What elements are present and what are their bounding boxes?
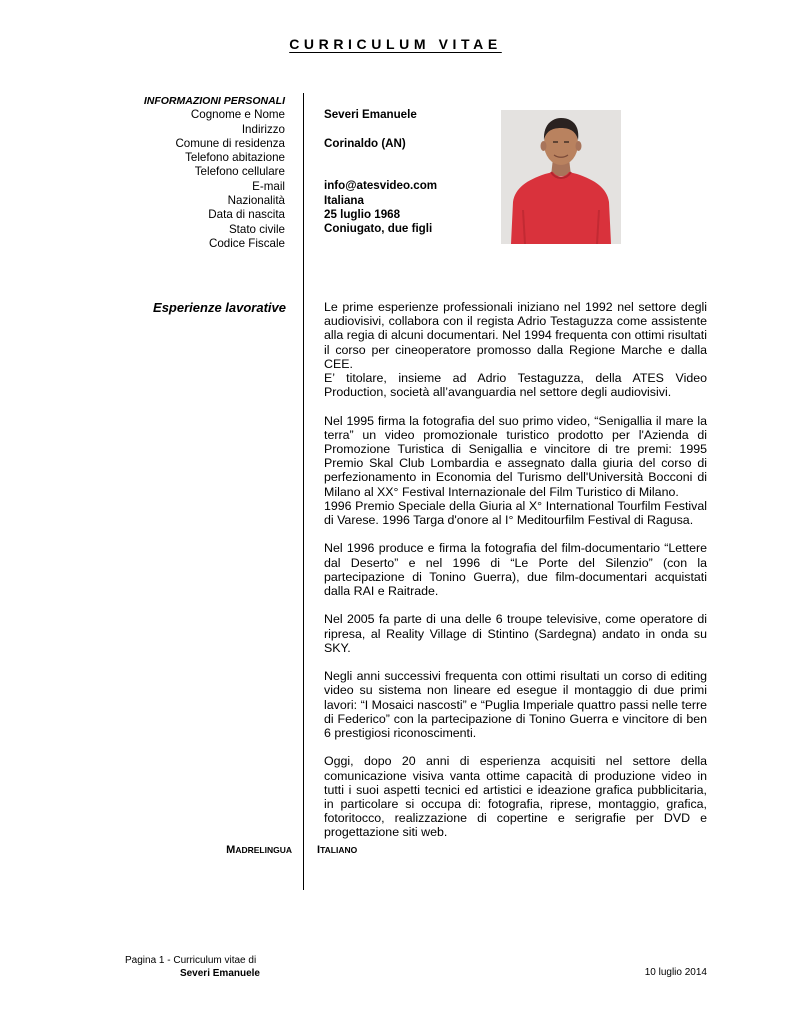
paragraph: Le prime esperienze professionali iniziano nel 1992 nel settore degli audiovisivi, collabora con il regista Adrio Testaguzza come assistente alla regia di alcuni documentari. Nel 1994 frequenta con ottimi risultati il corso per cineoperatore promosso dalla Regione Marche e dalla CEE. bbox=[324, 300, 707, 371]
value-data-nascita: 25 luglio 1968 bbox=[324, 208, 401, 222]
paragraph: Nel 2005 fa parte di una delle 6 troupe televisive, come operatore di ripresa, al Reality Village di Stintino (Sardegna) andato in onda su SKY. bbox=[324, 612, 707, 655]
footer-page-info bbox=[125, 955, 260, 980]
profile-photo bbox=[501, 110, 621, 244]
esperienze-heading: Esperienze lavorative bbox=[153, 300, 286, 315]
column-divider bbox=[303, 93, 304, 890]
paragraph: Nel 1996 produce e firma la fotografia del film-documentario “Lettere dal Deserto” e nel 1996 di “Le Porte del Silenzio” (con la partecipazione di Tonino Guerra), due film-documentari acquistati dalla RAI e Raitrade. bbox=[324, 541, 707, 599]
label-telefono-abitazione: Telefono abitazione bbox=[185, 151, 285, 165]
label-codice-fiscale: Codice Fiscale bbox=[208, 236, 285, 250]
label-indirizzo: Indirizzo bbox=[241, 122, 285, 136]
value-cognome-nome: Severi Emanuele bbox=[324, 108, 417, 121]
value-codice-fiscale bbox=[324, 237, 504, 251]
madrelingua-label: MADRELINGUA bbox=[226, 844, 292, 856]
paragraph: E’ titolare, insieme ad Adrio Testaguzza, della ATES Video Production, società all’avanguardia nel settore degli audiovisivi. bbox=[324, 371, 707, 400]
label-stato-civile: Stato civile bbox=[228, 222, 285, 236]
footer-page-line: Pagina 1 - Curriculum vitae di bbox=[125, 955, 257, 966]
document-title: CURRICULUM VITAE bbox=[289, 36, 502, 52]
label-data-nascita: Data di nascita bbox=[208, 208, 285, 222]
esperienze-text bbox=[324, 300, 707, 854]
paragraph: Nel 1995 firma la fotografia del suo primo video, “Senigallia il mare la terra” un video promozionale turistico prodotto per l'Azienda di Promozione Turistica di Senigallia e vincitore di tre premi: 1995 Premio Skal Club Lombardia e assegnato dalla giuria del corso di perfezionamento in Economia del Turismo dell'Università Bocconi di Milano al XX° Festival Internazionale del Film Turistico di Milano. bbox=[324, 413, 707, 499]
value-telefono-cellulare bbox=[324, 165, 504, 179]
paragraph: 1996 Premio Speciale della Giuria al X° International Tourfilm Festival di Varese. 1996 Targa d'onore al I° Meditourfilm Festival di Ragusa. bbox=[324, 498, 707, 528]
value-stato-civile: Coniugato, due figli bbox=[324, 222, 433, 236]
value-telefono-abitazione bbox=[324, 151, 504, 165]
label-comune-residenza: Comune di residenza bbox=[175, 136, 285, 150]
value-email[interactable]: info@atesvideo.com bbox=[324, 179, 438, 193]
value-indirizzo bbox=[324, 122, 504, 136]
label-cognome-nome: Cognome e Nome bbox=[190, 108, 285, 122]
value-nazionalita: Italiana bbox=[324, 193, 364, 207]
portrait-image bbox=[501, 110, 621, 244]
footer-date: 10 luglio 2014 bbox=[644, 967, 707, 978]
label-telefono-cellulare: Telefono cellulare bbox=[194, 165, 285, 179]
personal-info-heading: INFORMAZIONI PERSONALI bbox=[143, 95, 285, 107]
personal-info-values bbox=[324, 108, 504, 251]
footer-name: Severi Emanuele bbox=[179, 967, 260, 979]
value-comune-residenza: Corinaldo (AN) bbox=[324, 136, 406, 150]
label-nazionalita: Nazionalità bbox=[227, 194, 285, 208]
madrelingua-value: ITALIANO bbox=[317, 844, 358, 856]
personal-info-labels bbox=[100, 94, 285, 251]
paragraph: Oggi, dopo 20 anni di esperienza acquisiti nel settore della comunicazione visiva vanta ottime capacità di produzione video in tutti i suoi aspetti tecnici ed artistici e ideazione grafica pubblicitaria, in particolare si occupa di: fotografia, riprese, montaggio, grafica, fotoritocco, realizzazione di copertine e serigrafie per DVD e progettazione siti web. bbox=[324, 754, 707, 840]
paragraph: Negli anni successivi frequenta con ottimi risultati un corso di editing video su sistema non lineare ed esegue il montaggio di due primi lavori: “I Mosaici nascosti” e “Puglia Imperiale quattro passi nelle terre di Federico” con la partecipazione di Tonino Guerra e vincitore di ben 6 prestigiosi riconoscimenti. bbox=[324, 669, 707, 741]
label-email: E-mail bbox=[252, 179, 285, 193]
